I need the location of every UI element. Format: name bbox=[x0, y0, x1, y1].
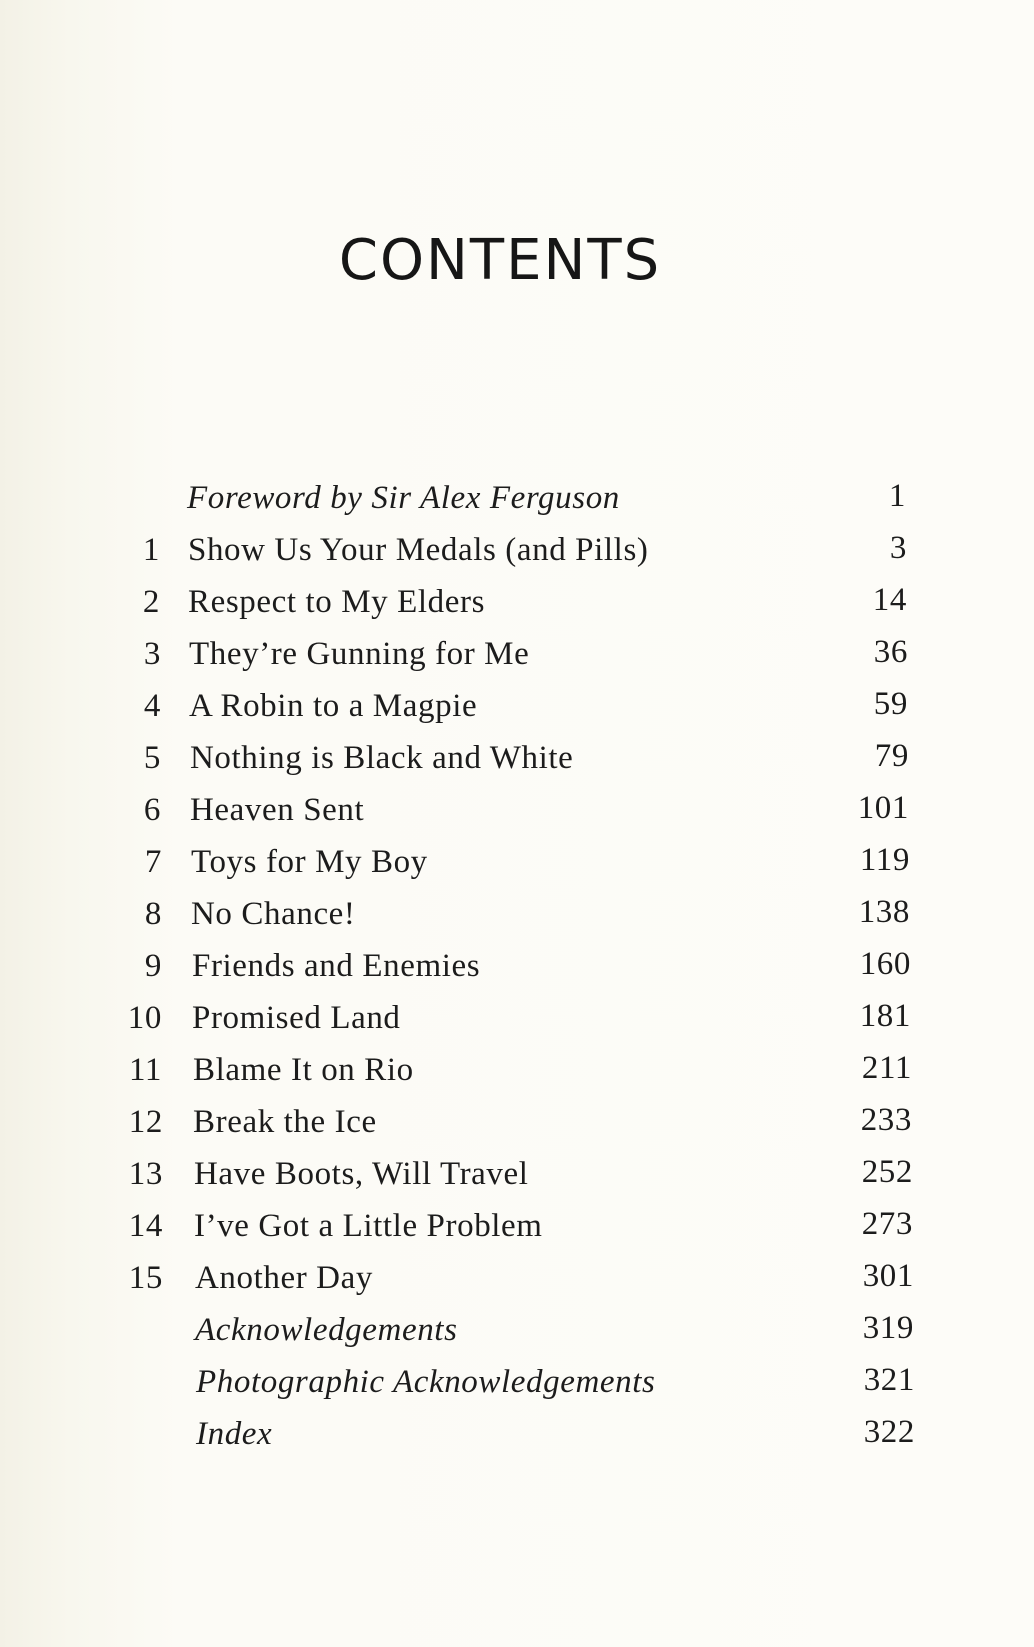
chapter-title: Foreword by Sir Alex Ferguson bbox=[187, 480, 620, 516]
page-number: 138 bbox=[858, 894, 910, 930]
toc-entry bbox=[0, 1312, 1034, 1364]
toc-entry bbox=[0, 532, 1034, 584]
page-number: 160 bbox=[859, 946, 911, 982]
chapter-number: 1 bbox=[142, 532, 160, 568]
chapter-number: 2 bbox=[142, 584, 160, 620]
chapter-number: 8 bbox=[144, 896, 162, 932]
page-number: 319 bbox=[862, 1310, 914, 1346]
toc-entry bbox=[0, 1208, 1034, 1260]
toc-entry bbox=[0, 740, 1034, 792]
toc-entry bbox=[0, 1000, 1034, 1052]
chapter-number: 9 bbox=[144, 948, 162, 984]
chapter-title: Toys for My Boy bbox=[191, 844, 428, 880]
toc-entry bbox=[0, 1364, 1034, 1416]
chapter-number: 6 bbox=[143, 792, 161, 828]
chapter-title: A Robin to a Magpie bbox=[189, 688, 478, 724]
toc-entry bbox=[0, 480, 1034, 532]
toc-entry bbox=[0, 636, 1034, 688]
toc-entry bbox=[0, 584, 1034, 636]
page-number: 1 bbox=[888, 478, 906, 514]
chapter-number: 12 bbox=[128, 1104, 163, 1140]
page-number: 301 bbox=[862, 1258, 914, 1294]
chapter-title: Acknowledgements bbox=[195, 1312, 458, 1348]
chapter-number: 11 bbox=[129, 1052, 162, 1088]
chapter-number: 5 bbox=[143, 740, 161, 776]
page-number: 322 bbox=[863, 1414, 915, 1450]
chapter-title: Break the Ice bbox=[193, 1104, 377, 1140]
chapter-title: Heaven Sent bbox=[190, 792, 365, 828]
chapter-title: Promised Land bbox=[192, 1000, 401, 1036]
page-number: 36 bbox=[873, 634, 908, 670]
toc-entry bbox=[0, 948, 1034, 1000]
toc-entry bbox=[0, 1416, 1034, 1468]
page-number: 211 bbox=[861, 1050, 912, 1086]
chapter-title: Another Day bbox=[195, 1260, 373, 1296]
chapter-title: Index bbox=[196, 1416, 273, 1452]
toc-entry bbox=[0, 688, 1034, 740]
chapter-title: No Chance! bbox=[191, 896, 356, 932]
chapter-title: I’ve Got a Little Problem bbox=[194, 1208, 543, 1244]
chapter-title: Nothing is Black and White bbox=[190, 740, 574, 776]
page-number: 233 bbox=[860, 1102, 912, 1138]
chapter-number: 15 bbox=[128, 1260, 163, 1296]
chapter-title: Have Boots, Will Travel bbox=[194, 1156, 529, 1192]
chapter-title: Photographic Acknowledgements bbox=[196, 1364, 656, 1400]
chapter-number: 3 bbox=[143, 636, 161, 672]
page-number: 14 bbox=[872, 582, 907, 618]
toc-entry bbox=[0, 1052, 1034, 1104]
chapter-number: 10 bbox=[127, 1000, 162, 1036]
page-title: CONTENTS bbox=[338, 228, 662, 293]
page-number: 181 bbox=[859, 998, 911, 1034]
chapter-title: Friends and Enemies bbox=[192, 948, 481, 984]
chapter-title: Blame It on Rio bbox=[193, 1052, 414, 1088]
page-number: 101 bbox=[857, 790, 909, 826]
toc-entry bbox=[0, 1260, 1034, 1312]
page-number: 119 bbox=[859, 842, 910, 878]
page-number: 321 bbox=[863, 1362, 915, 1398]
chapter-number: 4 bbox=[143, 688, 161, 724]
toc-entry bbox=[0, 896, 1034, 948]
chapter-number: 7 bbox=[144, 844, 162, 880]
toc-entry bbox=[0, 1104, 1034, 1156]
page-number: 3 bbox=[889, 530, 907, 566]
chapter-title: Respect to My Elders bbox=[188, 584, 486, 620]
chapter-number: 14 bbox=[128, 1208, 163, 1244]
toc-entry bbox=[0, 1156, 1034, 1208]
chapter-title: Show Us Your Medals (and Pills) bbox=[188, 532, 649, 568]
page-number: 59 bbox=[873, 686, 908, 722]
page-number: 273 bbox=[861, 1206, 913, 1242]
chapter-title: They’re Gunning for Me bbox=[189, 636, 530, 672]
toc-entry bbox=[0, 792, 1034, 844]
chapter-number: 13 bbox=[128, 1156, 163, 1192]
toc-entry bbox=[0, 844, 1034, 896]
page-number: 79 bbox=[874, 738, 909, 774]
page-number: 252 bbox=[861, 1154, 913, 1190]
